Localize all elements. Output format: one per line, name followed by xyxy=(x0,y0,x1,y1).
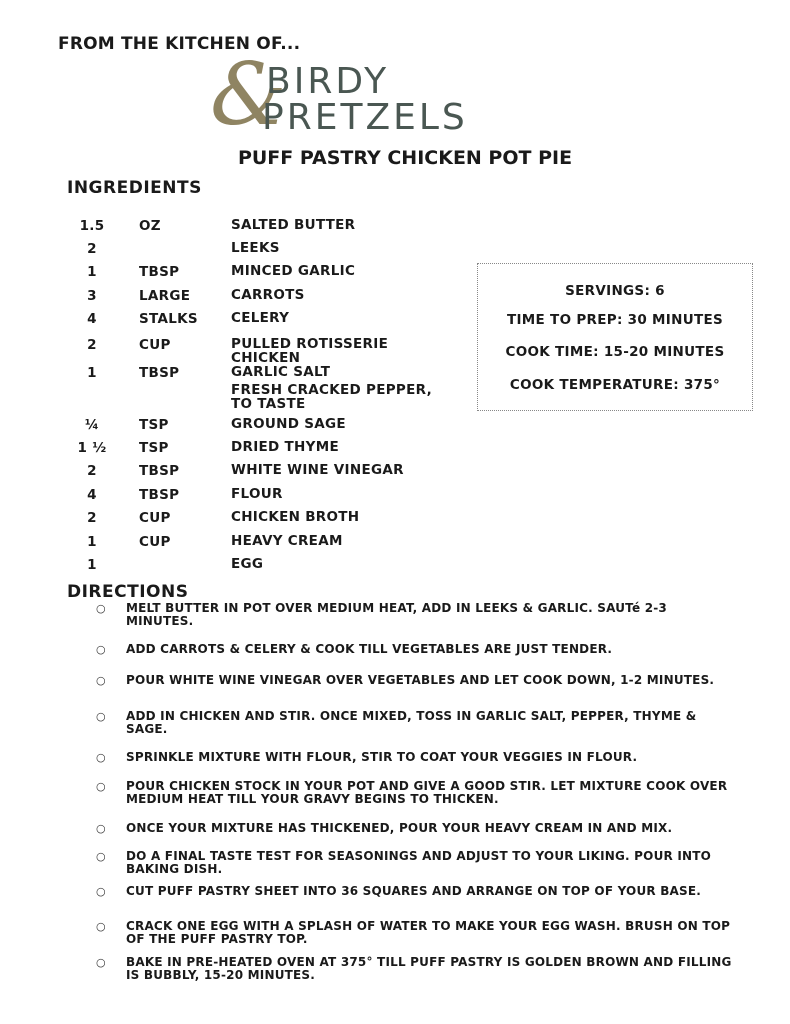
ingredient-name: PULLED ROTISSERIE CHICKEN xyxy=(231,336,389,366)
direction-text: POUR WHITE WINE VINEGAR OVER VEGETABLES AND LET COOK DOWN, 1-2 MINUTES. xyxy=(126,673,715,687)
direction-text: CRACK ONE EGG WITH A SPLASH OF WATER TO MAKE YOUR EGG WASH. BRUSH ON TOP OF THE PUFF PASTRY TOP. xyxy=(126,919,731,946)
direction-text: ONCE YOUR MIXTURE HAS THICKENED, POUR YOUR HEAVY CREAM IN AND MIX. xyxy=(126,821,673,835)
ingredient-unit: TBSP xyxy=(139,264,180,280)
ingredient-qty: 1 ½ xyxy=(77,440,107,456)
ingredient-qty: 3 xyxy=(87,288,97,304)
logo-line-2: PRETZELS xyxy=(262,97,468,138)
direction-text: BAKE IN PRE-HEATED OVEN AT 375° TILL PUFF PASTRY IS GOLDEN BROWN AND FILLING IS BUBBLY, 15-20 MINUTES. xyxy=(126,955,732,982)
kitchen-line: FROM THE KITCHEN OF... xyxy=(58,34,301,54)
ingredient-qty: 1 xyxy=(87,365,97,381)
bullet-icon: ○ xyxy=(96,751,106,764)
ingredient-name: GARLIC SALT xyxy=(231,364,331,380)
ingredient-name: CHICKEN BROTH xyxy=(231,509,360,525)
cook-temperature: COOK TEMPERATURE: 375° xyxy=(509,377,721,393)
ingredient-qty: 1.5 xyxy=(79,218,105,234)
logo-line-1: BIRDY xyxy=(266,61,390,102)
ingredient-unit: STALKS xyxy=(139,311,198,327)
prep-time: TIME TO PREP: 30 MINUTES xyxy=(506,312,724,328)
ingredient-qty: 1 xyxy=(87,534,97,550)
bullet-icon: ○ xyxy=(96,780,106,793)
directions-heading: DIRECTIONS xyxy=(67,582,189,602)
ingredient-unit: TBSP xyxy=(139,487,180,503)
ingredient-name: DRIED THYME xyxy=(231,439,339,455)
ingredient-qty: 2 xyxy=(87,510,97,526)
ingredient-name: MINCED GARLIC xyxy=(231,263,356,279)
ingredient-name: FRESH CRACKED PEPPER, TO TASTE xyxy=(231,382,433,412)
ingredient-name: WHITE WINE VINEGAR xyxy=(231,462,404,478)
ingredient-name: EGG xyxy=(231,556,264,572)
ingredient-qty: 4 xyxy=(87,311,97,327)
bullet-icon: ○ xyxy=(96,956,106,969)
ingredient-name: SALTED BUTTER xyxy=(231,217,356,233)
ingredient-unit: TSP xyxy=(139,440,169,456)
ingredient-name: GROUND SAGE xyxy=(231,416,346,432)
ingredient-unit: TSP xyxy=(139,417,169,433)
ingredient-unit: TBSP xyxy=(139,365,180,381)
bullet-icon: ○ xyxy=(96,710,106,723)
bullet-icon: ○ xyxy=(96,643,106,656)
direction-text: POUR CHICKEN STOCK IN YOUR POT AND GIVE A GOOD STIR. LET MIXTURE COOK OVER MEDIUM HEAT TILL YOUR GRAVY BEGINS TO THICKEN. xyxy=(126,779,728,806)
direction-text: SPRINKLE MIXTURE WITH FLOUR, STIR TO COAT YOUR VEGGIES IN FLOUR. xyxy=(126,750,638,764)
ingredient-unit: OZ xyxy=(139,218,161,234)
ingredient-unit: CUP xyxy=(139,510,171,526)
ingredient-qty: 4 xyxy=(87,487,97,503)
direction-text: CUT PUFF PASTRY SHEET INTO 36 SQUARES AND ARRANGE ON TOP OF YOUR BASE. xyxy=(126,884,702,898)
ingredient-unit: TBSP xyxy=(139,463,180,479)
ingredient-qty: 2 xyxy=(87,337,97,353)
ingredient-unit: LARGE xyxy=(139,288,191,304)
logo-ampersand: & xyxy=(210,45,287,145)
ingredient-name: CARROTS xyxy=(231,287,305,303)
recipe-info-box xyxy=(477,263,753,411)
cook-time: COOK TIME: 15-20 MINUTES xyxy=(505,344,725,360)
ingredients-heading: INGREDIENTS xyxy=(67,178,202,198)
ingredient-name: HEAVY CREAM xyxy=(231,533,343,549)
brand-logo xyxy=(210,45,570,145)
ingredient-qty: 2 xyxy=(87,241,97,257)
ingredient-name: LEEKS xyxy=(231,240,280,256)
ingredient-qty: 1 xyxy=(87,557,97,573)
direction-text: DO A FINAL TASTE TEST FOR SEASONINGS AND ADJUST TO YOUR LIKING. POUR INTO BAKING DISH. xyxy=(126,849,712,876)
ingredient-unit: CUP xyxy=(139,337,171,353)
bullet-icon: ○ xyxy=(96,602,106,615)
ingredient-name: FLOUR xyxy=(231,486,283,502)
direction-text: ADD IN CHICKEN AND STIR. ONCE MIXED, TOSS IN GARLIC SALT, PEPPER, THYME & SAGE. xyxy=(126,709,697,736)
ingredient-qty: ¼ xyxy=(84,417,100,433)
bullet-icon: ○ xyxy=(96,850,106,863)
ingredient-qty: 1 xyxy=(87,264,97,280)
servings: SERVINGS: 6 xyxy=(565,283,665,299)
bullet-icon: ○ xyxy=(96,674,106,687)
ingredient-qty: 2 xyxy=(87,463,97,479)
bullet-icon: ○ xyxy=(96,885,106,898)
direction-text: ADD CARROTS & CELERY & COOK TILL VEGETABLES ARE JUST TENDER. xyxy=(126,642,613,656)
bullet-icon: ○ xyxy=(96,822,106,835)
recipe-title: PUFF PASTRY CHICKEN POT PIE xyxy=(237,147,573,169)
direction-text: MELT BUTTER IN POT OVER MEDIUM HEAT, ADD IN LEEKS & GARLIC. SAUTé 2-3 MINUTES. xyxy=(126,601,667,628)
ingredient-unit: CUP xyxy=(139,534,171,550)
bullet-icon: ○ xyxy=(96,920,106,933)
ingredient-name: CELERY xyxy=(231,310,290,326)
